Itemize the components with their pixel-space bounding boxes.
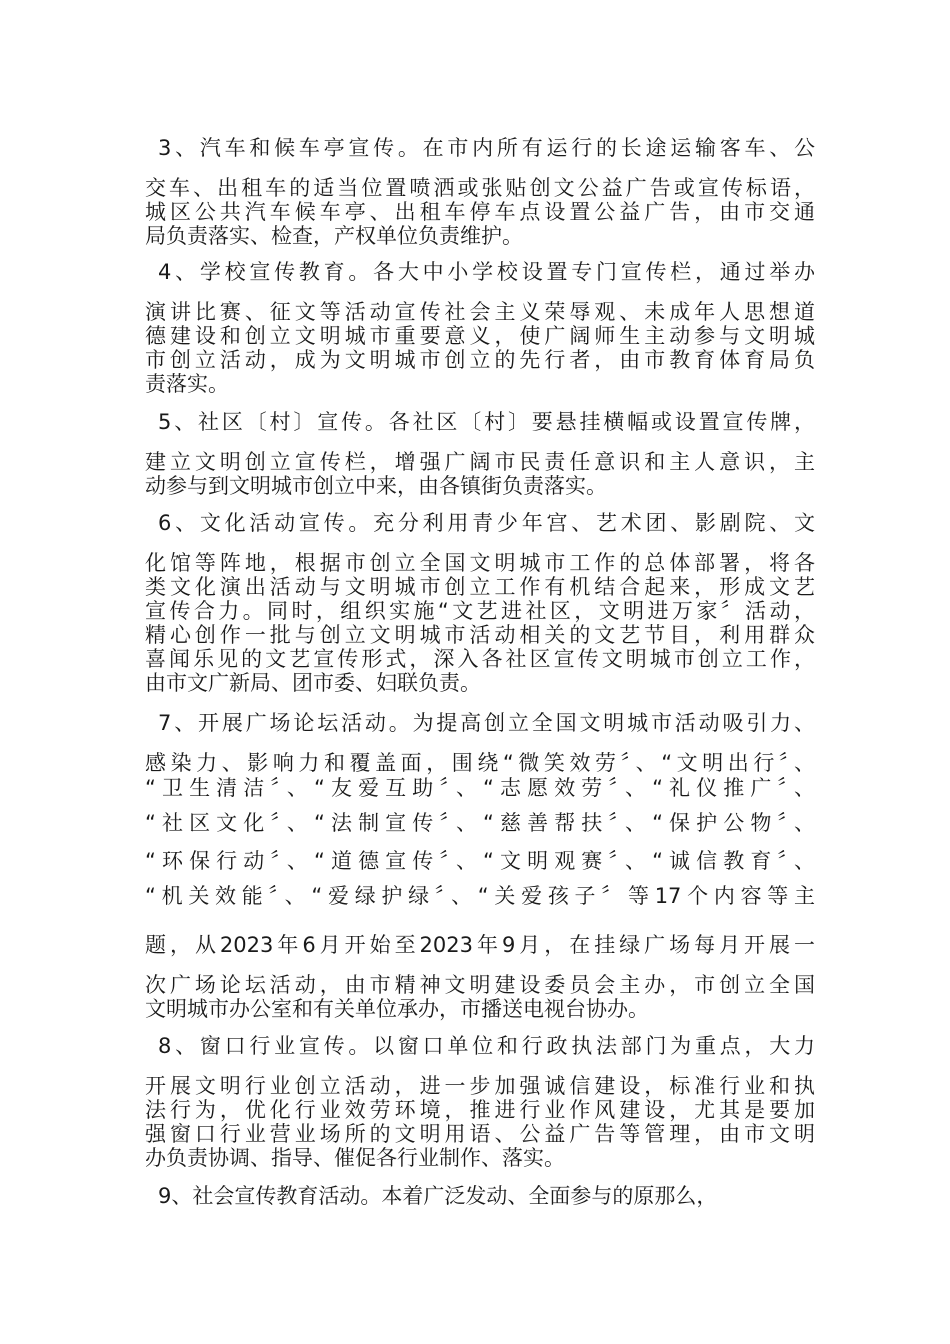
paragraph-5-line-6: “机关效能〞、“爱绿护绿〞、“关爱孩子〞等17个内容等主 bbox=[145, 884, 815, 908]
paragraph-4-line-3: 类文化演出活动与文明城市创立工作有机结合起来，形成文艺 bbox=[145, 575, 815, 599]
paragraph-1-line-4: 局负责落实、检查，产权单位负责维护。 bbox=[145, 224, 523, 248]
paragraph-1-line-1: 3、汽车和候车亭宣传。在市内所有运行的长途运输客车、公 bbox=[158, 136, 815, 160]
paragraph-3-line-2: 建立文明创立宣传栏，增强广阔市民责任意识和主人意识，主 bbox=[145, 450, 815, 474]
paragraph-6-line-2: 开展文明行业创立活动，进一步加强诚信建设，标准行业和执 bbox=[145, 1074, 815, 1098]
paragraph-3-line-1: 5、社区〔村〕宣传。各社区〔村〕要悬挂横幅或设置宣传牌， bbox=[158, 410, 815, 434]
paragraph-2-line-2: 演讲比赛、征文等活动宣传社会主义荣辱观、未成年人思想道 bbox=[145, 300, 815, 324]
paragraph-4-line-7: 由市文广新局、团市委、妇联负责。 bbox=[145, 671, 481, 695]
paragraph-2-line-3: 德建设和创立文明城市重要意义，使广阔师生主动参与文明城 bbox=[145, 324, 815, 348]
paragraph-2-line-1: 4、学校宣传教育。各大中小学校设置专门宣传栏，通过举办 bbox=[158, 260, 815, 284]
paragraph-5-line-3: “卫生清洁〞、“友爱互助〞、“志愿效劳〞、“礼仪推广〞、 bbox=[145, 776, 815, 800]
paragraph-1-line-2: 交车、出租车的适当位置喷洒或张贴创文公益广告或宣传标语， bbox=[145, 176, 815, 200]
paragraph-4-line-1: 6、文化活动宣传。充分利用青少年宫、艺术团、影剧院、文 bbox=[158, 511, 815, 535]
paragraph-4-line-4: 宣传合力。同时，组织实施“文艺进社区，文明进万家〞活动， bbox=[145, 599, 815, 623]
paragraph-4-line-5: 精心创作一批与创立文明城市活动相关的文艺节目，利用群众 bbox=[145, 623, 815, 647]
paragraph-5-line-9: 文明城市办公室和有关单位承办，市播送电视台协办。 bbox=[145, 997, 649, 1021]
paragraph-6-line-4: 强窗口行业营业场所的文明用语、公益广告等管理，由市文明 bbox=[145, 1122, 815, 1146]
paragraph-7-line-1: 9、社会宣传教育活动。本着广泛发动、全面参与的原那么， bbox=[158, 1184, 718, 1208]
paragraph-3-line-3: 动参与到文明城市创立中来，由各镇街负责落实。 bbox=[145, 474, 607, 498]
paragraph-5-line-8: 次广场论坛活动，由市精神文明建设委员会主办，市创立全国 bbox=[145, 973, 815, 997]
paragraph-5-line-4: “社区文化〞、“法制宣传〞、“慈善帮扶〞、“保护公物〞、 bbox=[145, 811, 815, 835]
paragraph-5-line-5: “环保行动〞、“道德宣传〞、“文明观赛〞、“诚信教育〞、 bbox=[145, 849, 815, 873]
paragraph-5-line-7: 题，从2023年6月开始至2023年9月，在挂绿广场每月开展一 bbox=[145, 933, 815, 957]
paragraph-5-line-1: 7、开展广场论坛活动。为提高创立全国文明城市活动吸引力、 bbox=[158, 711, 815, 735]
paragraph-6-line-5: 办负责协调、指导、催促各行业制作、落实。 bbox=[145, 1146, 565, 1170]
paragraph-6-line-1: 8、窗口行业宣传。以窗口单位和行政执法部门为重点，大力 bbox=[158, 1034, 815, 1058]
paragraph-1-line-3: 城区公共汽车候车亭、出租车停车点设置公益广告，由市交通 bbox=[145, 200, 815, 224]
paragraph-2-line-4: 市创立活动，成为文明城市创立的先行者，由市教育体育局负 bbox=[145, 348, 815, 372]
paragraph-5-line-2: 感染力、影响力和覆盖面，围绕“微笑效劳〞、“文明出行〞、 bbox=[145, 751, 815, 775]
paragraph-4-line-6: 喜闻乐见的文艺宣传形式，深入各社区宣传文明城市创立工作， bbox=[145, 647, 815, 671]
paragraph-4-line-2: 化馆等阵地，根据市创立全国文明城市工作的总体部署，将各 bbox=[145, 551, 815, 575]
paragraph-6-line-3: 法行为，优化行业效劳环境，推进行业作风建设，尤其是要加 bbox=[145, 1098, 815, 1122]
paragraph-2-line-5: 责落实。 bbox=[145, 372, 229, 396]
